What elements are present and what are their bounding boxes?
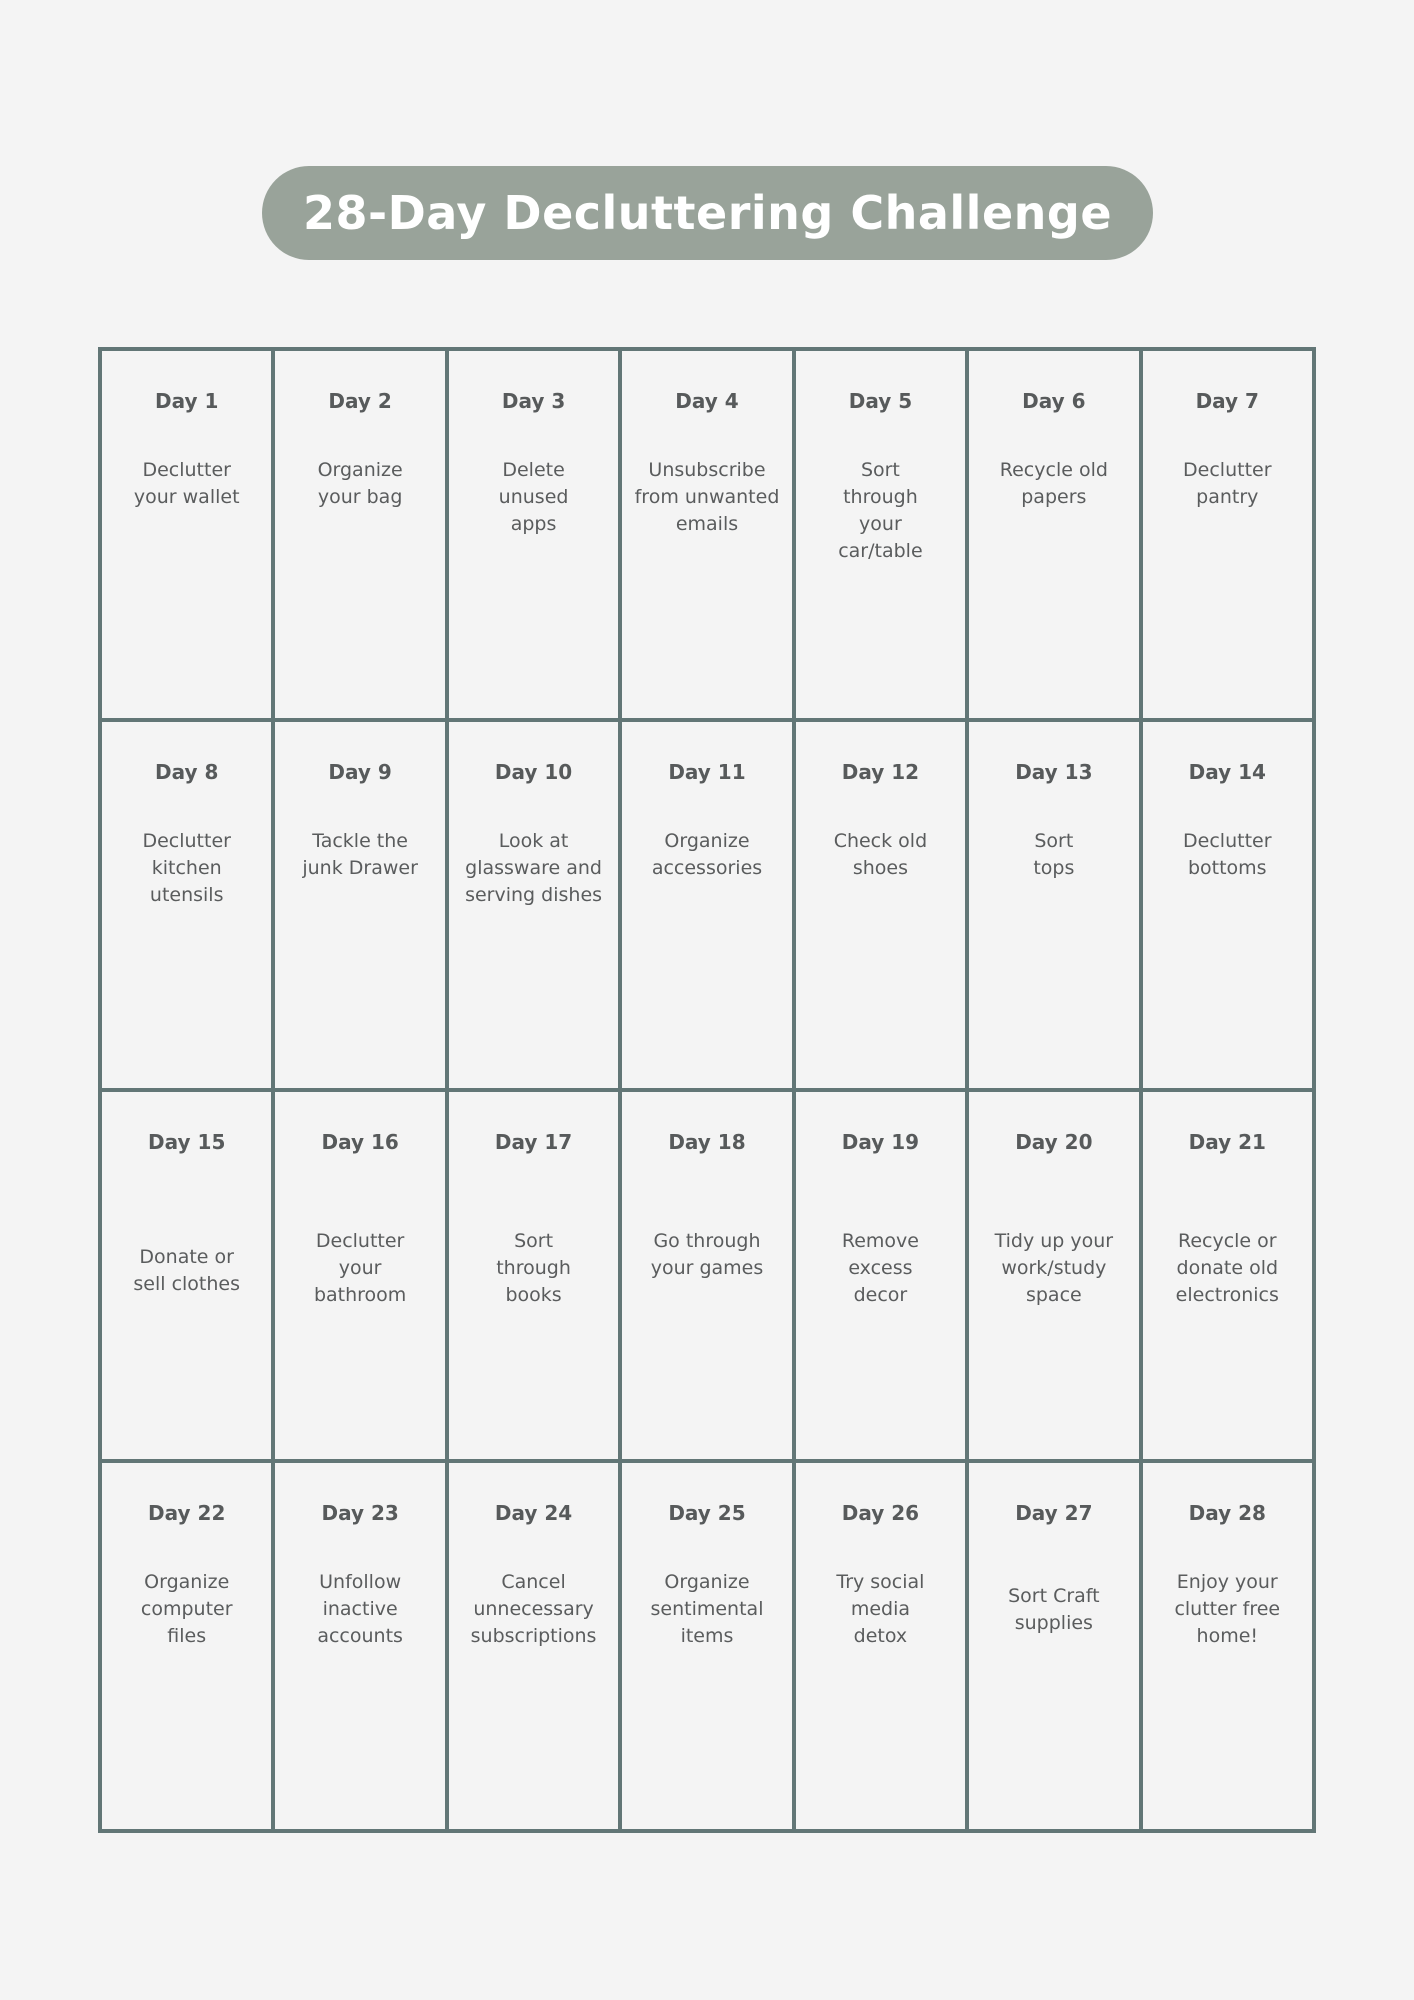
- day-cell: [1141, 1461, 1314, 1832]
- day-cell: [273, 349, 446, 720]
- day-cell: [100, 720, 273, 1091]
- day-label: Day 5: [848, 389, 913, 413]
- day-label: Day 22: [148, 1500, 226, 1525]
- day-label: Day 9: [328, 759, 392, 784]
- day-cell: [620, 1461, 793, 1832]
- day-cell: [794, 349, 967, 720]
- day-label: Day 8: [155, 759, 219, 784]
- day-task: Recycle or donate old electronics: [1175, 1230, 1279, 1306]
- title-banner: [262, 166, 1153, 260]
- day-label: Day 14: [1188, 759, 1266, 784]
- day-label: Day 15: [148, 1130, 226, 1154]
- day-label: Day 2: [328, 389, 392, 413]
- day-label: Day 24: [494, 1500, 573, 1525]
- day-cell: [447, 1090, 620, 1461]
- day-task: Look at glassware and serving dishes: [465, 829, 603, 906]
- day-cell: [100, 349, 273, 720]
- day-task: Check old shoes: [833, 829, 928, 879]
- day-task: Tidy up your work/study space: [994, 1230, 1114, 1306]
- day-label: Day 26: [841, 1500, 920, 1525]
- day-task: Organize computer files: [140, 1570, 233, 1647]
- day-cell: [1141, 1090, 1314, 1461]
- day-cell: [100, 1090, 273, 1461]
- day-cell: [967, 349, 1140, 720]
- day-label: Day 25: [668, 1500, 746, 1525]
- day-task: Cancel unnecessary subscriptions: [470, 1570, 597, 1647]
- day-label: Day 10: [494, 759, 573, 784]
- day-label: Day 11: [668, 759, 746, 784]
- day-task: Sort through your car/table: [838, 459, 923, 562]
- day-task: Unfollow inactive accounts: [317, 1570, 403, 1647]
- day-task: Declutter your wallet: [133, 459, 240, 508]
- day-label: Day 20: [1015, 1130, 1093, 1154]
- day-cell: [794, 720, 967, 1091]
- day-cell: [967, 1090, 1140, 1461]
- day-task: Unsubscribe from unwanted emails: [634, 459, 780, 535]
- day-cell: [620, 1090, 793, 1461]
- day-task: Enjoy your clutter free home!: [1174, 1570, 1281, 1647]
- day-label: Day 21: [1188, 1130, 1266, 1154]
- day-cell: [273, 720, 446, 1091]
- day-task: Organize sentimental items: [650, 1570, 764, 1647]
- day-label: Day 3: [501, 389, 566, 413]
- day-task: Tackle the junk Drawer: [302, 829, 418, 879]
- day-cell: [447, 720, 620, 1091]
- day-task: Remove excess decor: [841, 1230, 919, 1306]
- day-task: Sort tops: [1033, 829, 1075, 879]
- day-label: Day 18: [668, 1130, 746, 1154]
- day-task: Organize accessories: [651, 829, 763, 879]
- day-cell: [447, 1461, 620, 1832]
- day-label: Day 7: [1195, 389, 1259, 413]
- day-label: Day 16: [321, 1130, 399, 1154]
- day-task: Try social media detox: [836, 1570, 925, 1647]
- day-label: Day 6: [1022, 389, 1086, 413]
- day-task: Organize your bag: [317, 459, 403, 508]
- challenge-calendar-grid: [98, 347, 1316, 1833]
- day-task: Declutter pantry: [1183, 459, 1272, 508]
- day-cell: [620, 720, 793, 1091]
- day-label: Day 1: [155, 389, 219, 413]
- day-label: Day 28: [1188, 1500, 1266, 1525]
- day-task: Delete unused apps: [498, 459, 569, 535]
- day-cell: [1141, 349, 1314, 720]
- day-label: Day 4: [675, 389, 739, 413]
- day-task: Sort Craft supplies: [1008, 1584, 1100, 1634]
- day-cell: [273, 1461, 446, 1832]
- day-cell: [794, 1090, 967, 1461]
- day-cell: [273, 1090, 446, 1461]
- day-cell: [447, 349, 620, 720]
- day-label: Day 13: [1015, 759, 1093, 784]
- day-cell: [100, 1461, 273, 1832]
- day-cell: [1141, 720, 1314, 1091]
- day-task: Go through your games: [650, 1230, 764, 1279]
- day-task: Declutter bottoms: [1183, 829, 1272, 879]
- day-task: Recycle old papers: [999, 459, 1108, 508]
- day-task: Donate or sell clothes: [133, 1246, 241, 1295]
- day-task: Declutter kitchen utensils: [142, 829, 231, 906]
- page-title: 28-Day Decluttering Challenge: [302, 186, 1113, 240]
- day-label: Day 23: [321, 1500, 399, 1525]
- day-cell: [967, 1461, 1140, 1832]
- day-task: Sort through books: [496, 1230, 571, 1306]
- day-label: Day 12: [841, 759, 920, 784]
- day-cell: [794, 1461, 967, 1832]
- day-label: Day 19: [841, 1130, 920, 1154]
- day-task: Declutter your bathroom: [313, 1230, 407, 1306]
- day-label: Day 17: [494, 1130, 573, 1154]
- day-label: Day 27: [1015, 1500, 1093, 1525]
- day-cell: [620, 349, 793, 720]
- day-cell: [967, 720, 1140, 1091]
